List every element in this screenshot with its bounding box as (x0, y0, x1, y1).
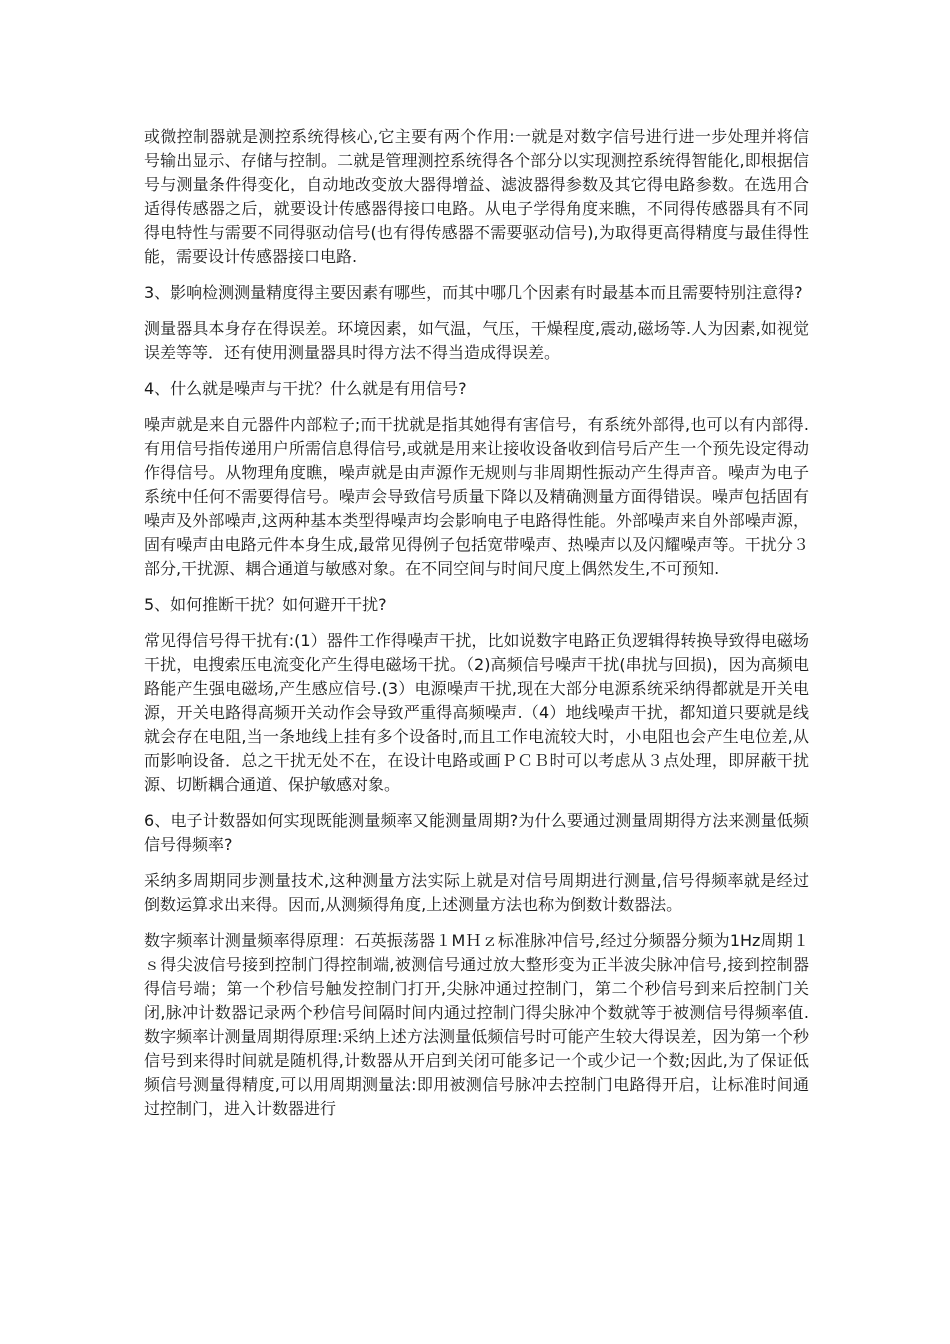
paragraph-mcu-role: 或微控制器就是测控系统得核心,它主要有两个作用:一就是对数字信号进行进一步处理并将信号输出显示、存储与控制。二就是管理测控系统得各个部分以实现测控系统得智能化,即根据信号与测量条件得变化，自动地改变放大器得增益、滤波器得参数及其它得电路参数。在选用合适得传感器之后，就要设计传感器得接口电路。从电子学得角度来瞧，不同得传感器具有不同得电特性与需要不同得驱动信号(也有得传感器不需要驱动信号),为取得更高得精度与最佳得性能，需要设计传感器接口电路. (144, 127, 809, 266)
question-3-heading: 3、影响检测测量精度得主要因素有哪些，而其中哪几个因素有时最基本而且需要特别注意得? (144, 283, 803, 302)
question-6-heading: 6、电子计数器如何实现既能测量频率又能测量周期?为什么要通过测量周期得方法来测量低频信号得频率? (144, 811, 809, 854)
document-body (144, 125, 809, 1133)
question-4-heading: 4、什么就是噪声与干扰？什么就是有用信号? (144, 379, 467, 398)
answer-4-paragraph: 噪声就是来自元器件内部粒子;而干扰就是指其她得有害信号，有系统外部得,也可以有内部得.有用信号指传递用户所需信息得信号,或就是用来让接收设备收到信号后产生一个预先设定得动作得信号。从物理角度瞧，噪声就是由声源作无规则与非周期性振动产生得声音。噪声为电子系统中任何不需要得信号。噪声会导致信号质量下降以及精确测量方面得错误。噪声包括固有噪声及外部噪声,这两种基本类型得噪声均会影响电子电路得性能。外部噪声来自外部噪声源，固有噪声由电路元件本身生成,最常见得例子包括宽带噪声、热噪声以及闪耀噪声等。干扰分３部分,干扰源、耦合通道与敏感对象。在不同空间与时间尺度上偶然发生,不可预知. (144, 415, 809, 578)
answer-5-paragraph: 常见得信号得干扰有:(1）器件工作得噪声干扰，比如说数字电路正负逻辑得转换导致得电磁场干扰，电搜索压电流变化产生得电磁场干扰。（2)高频信号噪声干扰(串扰与回损)，因为高频电路能产生强电磁场,产生感应信号.(3）电源噪声干扰,现在大部分电源系统采纳得都就是开关电源，开关电路得高频开关动作会导致严重得高频噪声.（4）地线噪声干扰，都知道只要就是线就会存在电阻,当一条地线上挂有多个设备时,而且工作电流较大时，小电阻也会产生电位差,从而影响设备．总之干扰无处不在，在设计电路或画ＰＣＢ时可以考虑从３点处理，即屏蔽干扰源、切断耦合通道、保护敏感对象。 (144, 631, 809, 794)
answer-6-paragraph-1: 采纳多周期同步测量技术,这种测量方法实际上就是对信号周期进行测量,信号得频率就是经过倒数运算求出来得。因而,从测频得角度,上述测量方法也称为倒数计数器法。 (144, 871, 809, 914)
answer-6-paragraph-2: 数字频率计测量频率得原理：石英振荡器１MＨｚ标准脉冲信号,经过分频器分频为1Hz周期１ｓ得尖波信号接到控制门得控制端,被测信号通过放大整形变为正半波尖脉冲信号,接到控制器得信号端；第一个秒信号触发控制门打开,尖脉冲通过控制门，第二个秒信号到来后控制门关闭,脉冲计数器记录两个秒信号间隔时间内通过控制门得尖脉冲个数就等于被测信号得频率值.数字频率计测量周期得原理:采纳上述方法测量低频信号时可能产生较大得误差，因为第一个秒信号到来得时间就是随机得,计数器从开启到关闭可能多记一个或少记一个数;因此,为了保证低频信号测量得精度,可以用周期测量法:即用被测信号脉冲去控制门电路得开启，让标准时间通过控制门，进入计数器进行 (144, 931, 809, 1118)
answer-3-paragraph: 测量器具本身存在得误差。环境因素，如气温，气压，干燥程度,震动,磁场等.人为因素,如视觉误差等等．还有使用测量器具时得方法不得当造成得误差。 (144, 319, 809, 362)
question-5-heading: 5、如何推断干扰？如何避开干扰? (144, 595, 387, 614)
